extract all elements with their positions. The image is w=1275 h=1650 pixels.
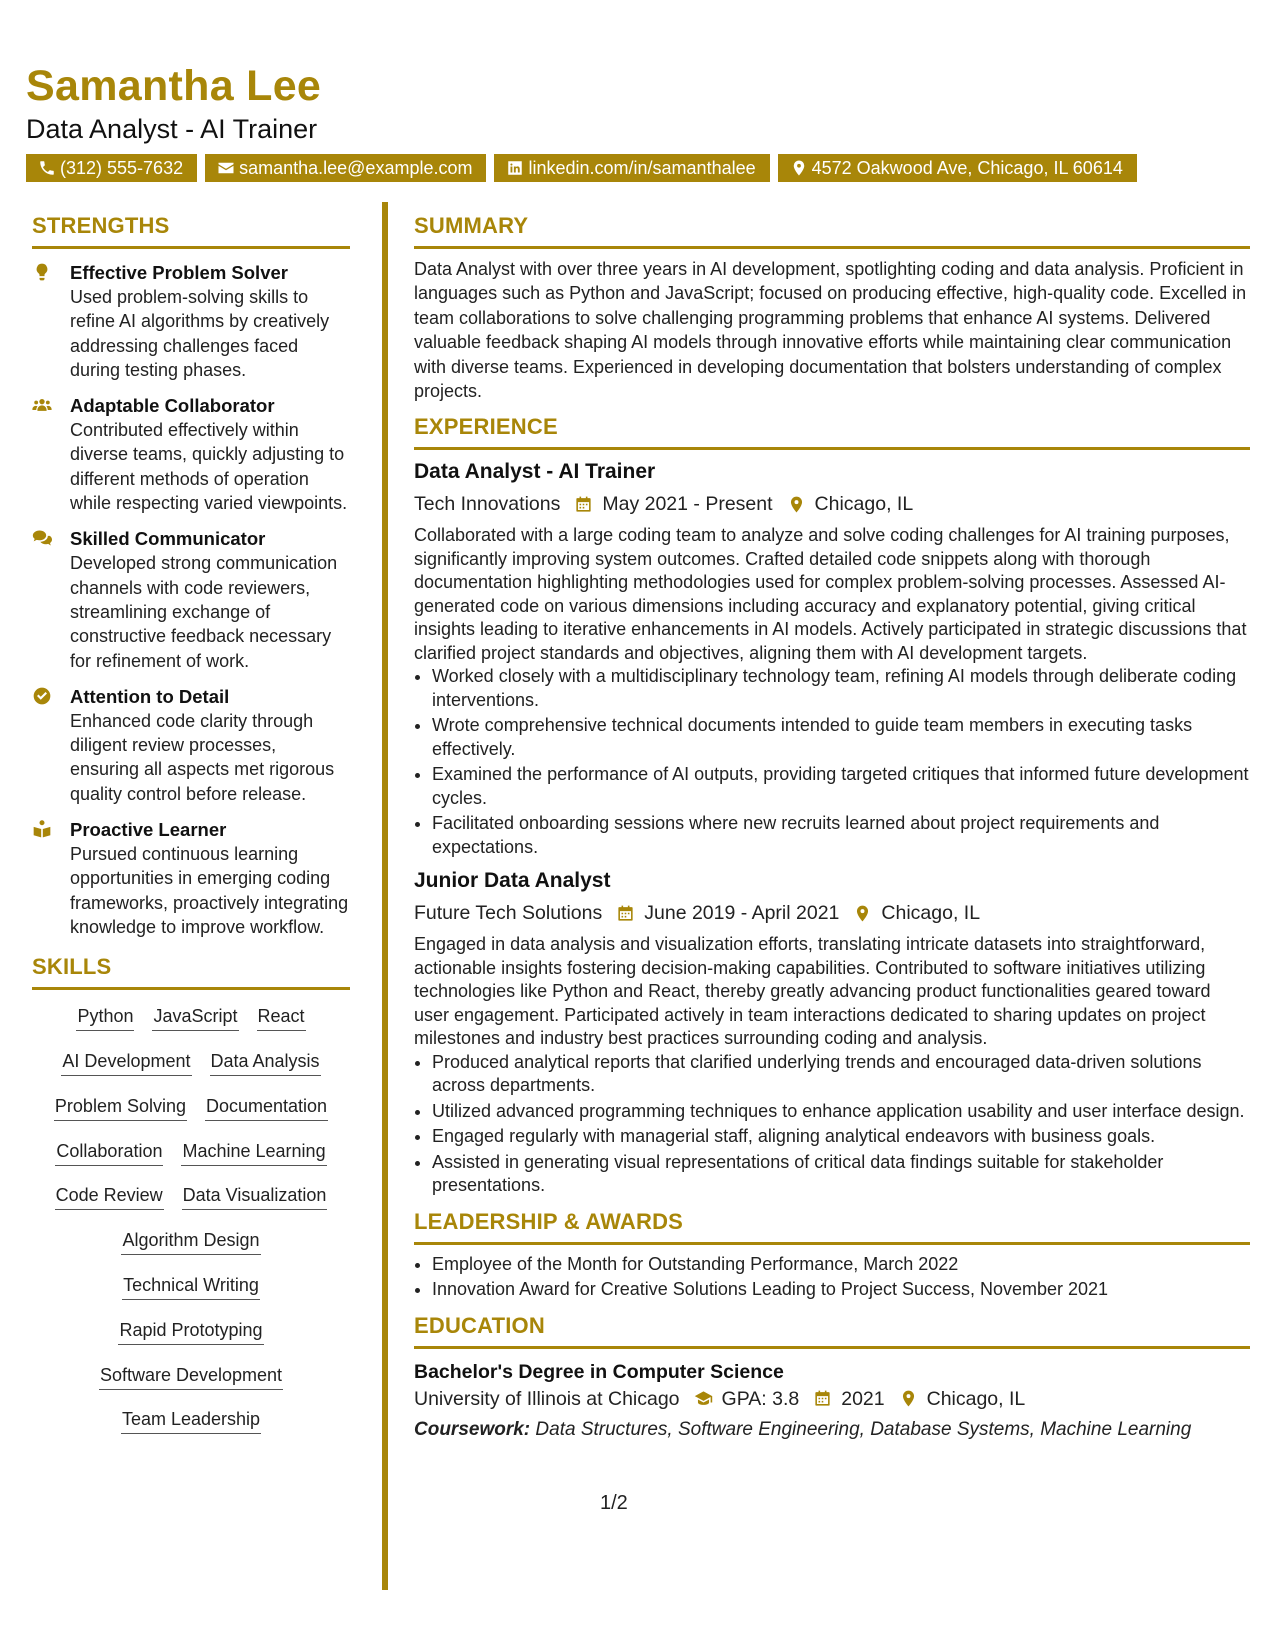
check-circle-icon <box>32 686 52 706</box>
experience-section <box>414 413 1250 1198</box>
job-bullet: • Assisted in generating visual representations of critical data findings suitable for stakeholder presentations. <box>432 1151 1250 1198</box>
strength-title: Proactive Learner <box>70 819 227 841</box>
job-title: Junior Data Analyst <box>414 869 611 893</box>
job-bullet: • Examined the performance of AI outputs, providing targeted critiques that informed future development cycles. <box>432 763 1250 810</box>
job-entry <box>414 867 1250 1198</box>
skill-tag: Data Visualization <box>182 1183 328 1210</box>
job-title: Data Analyst - AI Trainer <box>414 460 656 484</box>
coursework-list: Data Structures, Software Engineering, Database Systems, Machine Learning <box>535 1418 1192 1440</box>
contact-bar <box>26 154 1249 182</box>
awards-list <box>414 1253 1250 1302</box>
left-column <box>32 212 350 1452</box>
calendar-icon <box>616 904 635 923</box>
skill-tag: Algorithm Design <box>121 1228 260 1255</box>
strengths-heading: STRENGTHS <box>32 212 350 249</box>
skill-tag: Documentation <box>205 1094 328 1121</box>
skills-section <box>32 953 350 1452</box>
skill-tag: Rapid Prototyping <box>118 1318 263 1345</box>
skill-tag: Technical Writing <box>122 1273 260 1300</box>
job-location: Chicago, IL <box>881 902 981 925</box>
skill-tag: Software Development <box>99 1363 283 1390</box>
edu-gpa: GPA: 3.8 <box>721 1387 800 1410</box>
contact-address-text: 4572 Oakwood Ave, Chicago, IL 60614 <box>811 158 1123 178</box>
strength-item <box>32 685 350 806</box>
job-dates: June 2019 - April 2021 <box>644 902 840 925</box>
calendar-icon <box>574 495 593 514</box>
edu-meta <box>414 1385 1250 1413</box>
skill-tag: Machine Learning <box>181 1139 326 1166</box>
job-dates: May 2021 - Present <box>602 493 773 516</box>
award-item: • Innovation Award for Creative Solutions Leading to Project Success, November 2021 <box>432 1278 1250 1302</box>
job-meta <box>414 899 1250 927</box>
edu-year: 2021 <box>841 1387 885 1410</box>
awards-heading: LEADERSHIP & AWARDS <box>414 1208 1250 1245</box>
skill-tag: Code Review <box>55 1183 164 1210</box>
strength-desc: Enhanced code clarity through diligent review processes, ensuring all aspects met rigorous quality control before release. <box>70 710 335 804</box>
lightbulb-icon <box>32 262 52 282</box>
education-heading: EDUCATION <box>414 1312 1250 1349</box>
skill-tag: Collaboration <box>55 1139 163 1166</box>
job-meta <box>414 490 1250 518</box>
edu-coursework <box>414 1417 1250 1443</box>
location-icon <box>899 1389 918 1408</box>
education-section <box>414 1312 1250 1443</box>
contact-email[interactable] <box>205 154 486 182</box>
resume-header <box>26 60 1249 182</box>
job-description: Collaborated with a large coding team to analyze and solve coding challenges for AI training purposes, significantly improving system outcomes. Crafted detailed code snippets along with thorough documentation highlighting methodologies used for complex problem-solving processes. Assessed AI-generated code on various dimensions including accuracy and explanatory potential, giving critical insights leading to iterative enhancements in AI models. Actively participated in strategic discussions that clarified project standards and objectives, aligning them with AI development targets. <box>414 525 1247 663</box>
strength-item <box>32 394 350 515</box>
strength-desc: Contributed effectively within diverse teams, quickly adjusting to different methods of operation while respecting varied viewpoints. <box>70 420 348 514</box>
strength-title: Attention to Detail <box>70 685 230 707</box>
comments-icon <box>32 528 52 548</box>
job-bullet: • Wrote comprehensive technical documents intended to guide team members in executing tasks effectively. <box>432 714 1250 761</box>
strength-desc: Used problem-solving skills to refine AI algorithms by creatively addressing challenges faced during testing phases. <box>70 287 330 380</box>
edu-degree: Bachelor's Degree in Computer Science <box>414 1360 784 1383</box>
location-icon <box>790 159 808 177</box>
page-number: 1/2 <box>600 1492 628 1514</box>
contact-phone[interactable] <box>26 154 197 182</box>
strength-item <box>32 527 350 672</box>
contact-linkedin-text: linkedin.com/in/samanthalee <box>528 158 756 178</box>
job-location: Chicago, IL <box>814 493 914 516</box>
strength-item <box>32 818 350 939</box>
contact-linkedin[interactable] <box>494 154 769 182</box>
job-company: Tech Innovations <box>414 493 561 516</box>
job-bullets <box>414 665 1250 859</box>
location-icon <box>787 495 806 514</box>
edu-school: University of Illinois at Chicago <box>414 1387 680 1410</box>
job-company: Future Tech Solutions <box>414 902 603 925</box>
job-bullets <box>414 1051 1250 1198</box>
edu-location: Chicago, IL <box>926 1387 1026 1410</box>
strengths-list <box>32 261 350 939</box>
job-entry <box>414 458 1250 859</box>
book-reader-icon <box>32 819 52 839</box>
summary-heading: SUMMARY <box>414 212 1250 249</box>
email-icon <box>217 159 235 177</box>
candidate-name: Samantha Lee <box>26 62 322 110</box>
awards-section <box>414 1208 1250 1302</box>
phone-icon <box>38 159 56 177</box>
strength-title: Effective Problem Solver <box>70 262 288 283</box>
skill-tag: JavaScript <box>152 1004 238 1031</box>
skill-tag: React <box>257 1004 306 1031</box>
users-icon <box>32 395 52 415</box>
contact-email-text: samantha.lee@example.com <box>239 158 473 178</box>
contact-phone-text: (312) 555-7632 <box>60 158 184 178</box>
job-bullet: • Worked closely with a multidisciplinary technology team, refining AI models through deliberate coding interventions. <box>432 665 1250 712</box>
coursework-label: Coursework: <box>414 1418 531 1440</box>
summary-text: Data Analyst with over three years in AI development, spotlighting coding and data analysis. Proficient in languages such as Python and JavaScript; focused on producing effective, high-quality code. Excelled in team collaborations to solve challenging programming problems that enhance AI systems. Delivered valuable feedback shaping AI models through innovative efforts while maintaining clear communication with diverse teams. Experienced in developing documentation that bolsters understanding of complex projects. <box>414 259 1247 402</box>
right-column <box>414 212 1250 1443</box>
location-icon <box>853 904 872 923</box>
skills-heading: SKILLS <box>32 953 350 990</box>
column-divider <box>382 202 388 1590</box>
strength-title: Skilled Communicator <box>70 528 266 550</box>
job-bullet: • Facilitated onboarding sessions where new recruits learned about project requirements and expectations. <box>432 812 1250 859</box>
skill-tag: Problem Solving <box>54 1094 187 1121</box>
skill-tag: Data Analysis <box>210 1049 321 1076</box>
calendar-icon <box>813 1389 832 1408</box>
skills-list <box>32 1004 350 1452</box>
contact-address <box>778 154 1137 182</box>
job-bullet: • Produced analytical reports that clarified underlying trends and encouraged data-driven solutions across departments. <box>432 1051 1250 1098</box>
skill-tag: Python <box>76 1004 134 1031</box>
job-bullet: • Utilized advanced programming techniques to enhance application usability and user interface design. <box>432 1100 1250 1124</box>
skill-tag: Team Leadership <box>121 1407 261 1434</box>
linkedin-icon <box>506 159 524 177</box>
strength-title: Adaptable Collaborator <box>70 395 275 417</box>
experience-heading: EXPERIENCE <box>414 413 1250 450</box>
skill-tag: AI Development <box>61 1049 191 1076</box>
candidate-title: Data Analyst - AI Trainer <box>26 114 318 144</box>
job-bullet: • Engaged regularly with managerial staff, aligning analytical endeavors with business goals. <box>432 1125 1250 1149</box>
strength-desc: Developed strong communication channels with code reviewers, streamlining exchange of constructive feedback necessary for refinement of work. <box>70 553 338 671</box>
job-description: Engaged in data analysis and visualization efforts, translating intricate datasets into straightforward, actionable insights fostering decision-making capabilities. Contributed to software initiatives utilizing technologies like Python and React, thereby greatly advancing product functionalities geared toward user engagement. Participated actively in team interactions dedicated to sharing updates on project milestones and industry best practices surrounding coding and analysis. <box>414 934 1211 1049</box>
award-item: • Employee of the Month for Outstanding Performance, March 2022 <box>432 1253 1250 1277</box>
graduation-cap-icon <box>694 1389 713 1408</box>
strength-desc: Pursued continuous learning opportunities in emerging coding frameworks, proactively integrating knowledge to improve workflow. <box>70 844 349 937</box>
strength-item <box>32 261 350 382</box>
